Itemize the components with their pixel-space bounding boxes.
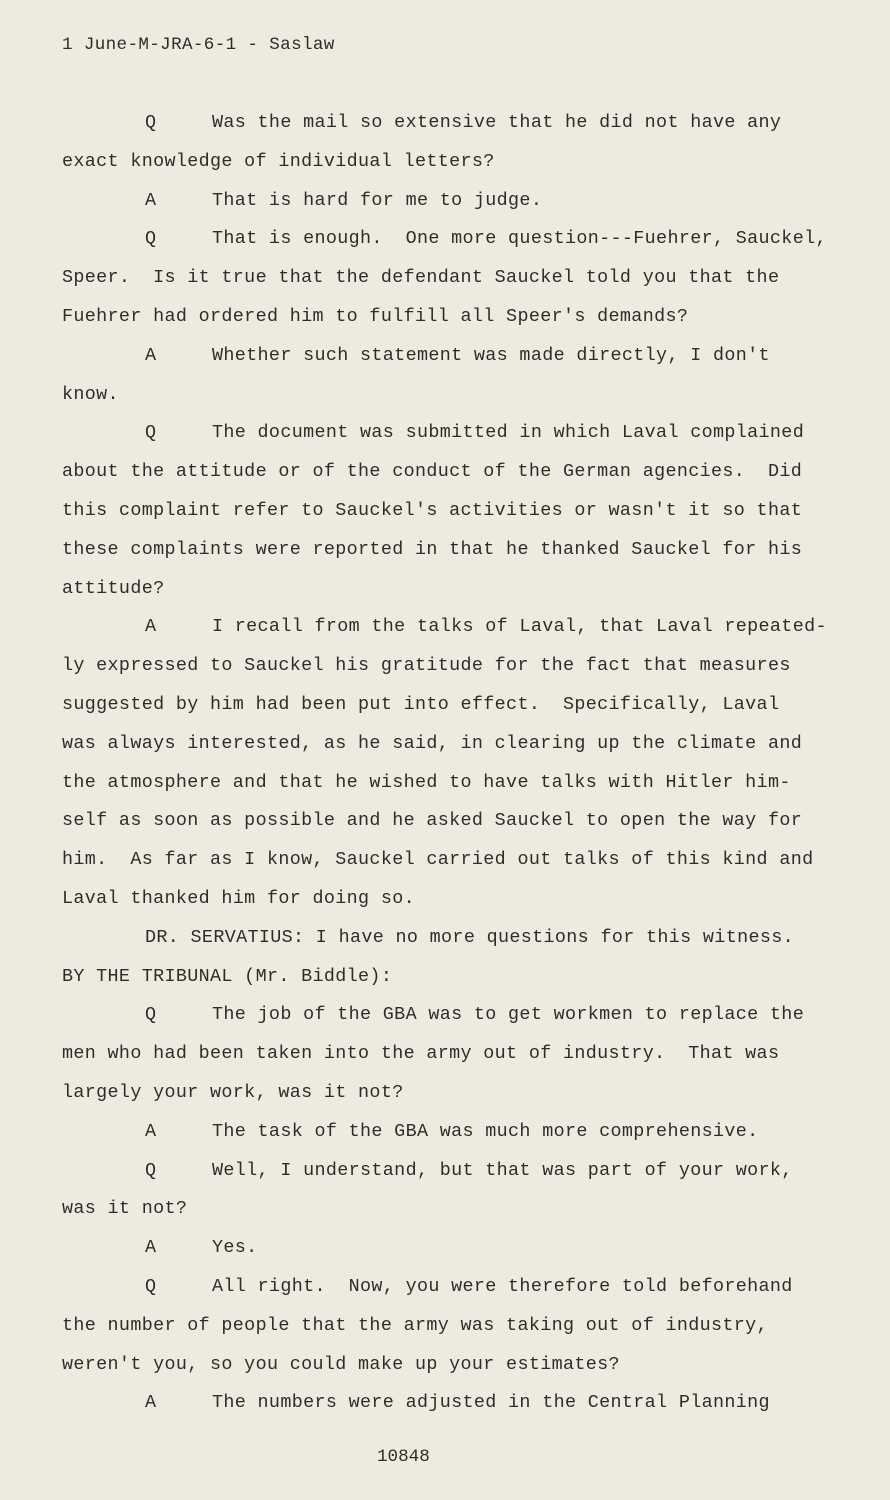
transcript-line: these complaints were reported in that he thanked Sauckel for his (62, 538, 803, 560)
transcript-line: largely your work, was it not? (62, 1082, 404, 1103)
transcript-line: him. As far as I know, Sauckel carried out talks of this kind and (62, 849, 814, 871)
transcript-line: exact knowledge of individual letters? (62, 150, 495, 172)
transcript-line: Laval thanked him for doing so. (62, 888, 415, 909)
transcript-line: Whether such statement was made directly, I don't (212, 344, 770, 366)
transcript-line: Was the mail so extensive that he did not have any (212, 112, 782, 133)
speaker-label: Q (145, 1159, 157, 1181)
transcript-line: The document was submitted in which Laval complained (212, 422, 805, 444)
transcript-line: self as soon as possible and he asked Sauckel to open the way for (62, 810, 803, 832)
transcript-line: suggested by him had been put into effect. Specifically, Laval (62, 694, 780, 715)
transcript-line: weren't you, so you could make up your estimates? (62, 1353, 620, 1375)
speaker-label: Q (145, 422, 157, 444)
transcript-line: The numbers were adjusted in the Central Planning (212, 1392, 770, 1414)
speaker-label: A (145, 344, 157, 366)
transcript-line: That is hard for me to judge. (212, 189, 543, 211)
transcript-line: DR. SERVATIUS: I have no more questions for this witness. (145, 926, 795, 948)
speaker-label: A (145, 1237, 157, 1259)
transcript-line: this complaint refer to Sauckel's activities or wasn't it so that (62, 500, 803, 521)
transcript-line: I recall from the talks of Laval, that Laval repeated- (212, 616, 827, 638)
transcript-line: attitude? (62, 577, 165, 599)
page-number: 10848 (377, 1447, 430, 1467)
speaker-label: A (145, 189, 157, 211)
transcript-line: men who had been taken into the army out of industry. That was (62, 1043, 780, 1065)
transcript-line: The job of the GBA was to get workmen to replace the (212, 1004, 805, 1026)
transcript-line: All right. Now, you were therefore told beforehand (212, 1276, 793, 1297)
transcript-line: ly expressed to Sauckel his gratitude for the fact that measures (62, 655, 791, 677)
transcript-line: about the attitude or of the conduct of the German agencies. Did (62, 461, 803, 483)
speaker-label: A (145, 1120, 157, 1142)
transcript-line: was always interested, as he said, in clearing up the climate and (62, 732, 803, 754)
transcript-line: Speer. Is it true that the defendant Sauckel told you that the (62, 267, 780, 289)
transcript-line: the atmosphere and that he wished to have talks with Hitler him- (62, 771, 791, 793)
page-header: 1 June-M-JRA-6-1 - Saslaw (62, 35, 335, 55)
speaker-label: Q (145, 228, 157, 250)
speaker-label: Q (145, 1004, 157, 1026)
speaker-label: Q (145, 1276, 157, 1297)
speaker-label: A (145, 616, 157, 638)
transcript-line: know. (62, 383, 119, 405)
transcript-line: Fuehrer had ordered him to fulfill all Speer's demands? (62, 306, 689, 327)
transcript-line: BY THE TRIBUNAL (Mr. Biddle): (62, 965, 393, 987)
transcript-line: The task of the GBA was much more comprehensive. (212, 1120, 759, 1142)
transcript-line: Well, I understand, but that was part of your work, (212, 1159, 793, 1181)
speaker-label: A (145, 1392, 157, 1414)
transcript-line: That is enough. One more question---Fuehrer, Sauckel, (212, 228, 827, 250)
speaker-label: Q (145, 112, 157, 133)
transcript-line: the number of people that the army was taking out of industry, (62, 1314, 768, 1336)
transcript-line: Yes. (212, 1237, 258, 1259)
transcript-line: was it not? (62, 1198, 188, 1220)
